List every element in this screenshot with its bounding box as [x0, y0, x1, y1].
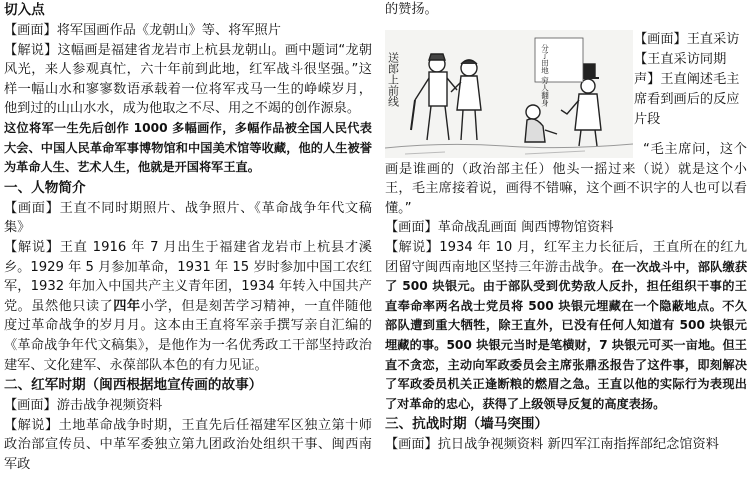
heading-anti-japanese: 三、抗战时期（墙马突围）	[385, 416, 549, 433]
side-interview-sound-4: 片段	[634, 112, 661, 127]
side-interview-sound-2: 声】王直阐述毛主	[634, 72, 740, 87]
cartoon-caption-left: 送郎上前线	[386, 52, 400, 107]
heading-red-army: 二、红军时期（闽西根据地宣传画的故事）	[4, 377, 263, 394]
para-scene-1: 【画面】将军国画作品《龙朝山》等、将军照片	[4, 23, 281, 38]
para-mao-quote: “毛主席问，这个画是谁画的（政治部主任）他头一摇过来（说）就是这个小王，毛主席接着说，画得不错嘛，这个画不识字的人也可以看懂。”	[385, 142, 747, 216]
para-scene-2: 【画面】王直不同时期照片、战争照片、《革命战争年代文稿集》	[4, 200, 372, 236]
side-scene-interview: 【画面】王直采访	[634, 32, 740, 47]
para-scene-3: 【画面】游击战争视频资料	[4, 398, 163, 414]
right-column-body	[385, 140, 747, 455]
narration-2-part-a: 【解说】王直 1916 年 7 月出生于福建省龙岩市上杭县才溪乡。1929 年 5 月参加革命，1931 年 15 岁时参加中国工农红军，1932 年加入中国共产主义青年团，1934 年转入中国共产党。虽然他只读了	[4, 239, 373, 314]
para-narration-4	[385, 238, 747, 414]
para-praise-end: 的赞扬。	[385, 2, 438, 17]
side-interview-sound-3: 席看到画后的反应	[634, 92, 740, 107]
narration-2-bold: 四年	[113, 298, 141, 314]
heading-cut-point: 切入点	[4, 2, 45, 18]
para-scene-4: 【画面】革命战乱画面 闽西博物馆资料	[385, 220, 614, 236]
para-narration-1b: 这位将军一生先后创作 1000 多幅画作，多幅作品被全国人民代表大会、中国人民革命军事博物馆和中国美术馆等收藏，他的人生被誉为革命人生、艺术人生，他就是开国将军王直。	[4, 120, 372, 175]
para-narration-2	[4, 238, 372, 375]
narration-2-part-b: 小学，但是刻苦学习精神，一直伴随他度过革命战争的岁月月。这本由王直将军亲手撰写亲自汇编的《革命战争年代文稿集》，是他作为一名优秀政工干部坚持政治建军、文化建军、永葆部队本色的有力见证。	[4, 298, 373, 373]
narration-4-part-b: 在一次战斗中，部队缴获了 500 块银元。由于部队受到优势敌人反扑，担任组织干事的王直奉命率两名战士党员将 500 块银元埋藏在一个隐蔽地点。不久部队遭到重大牺牲，除王直外，已没有任何人知道有 500 块银元埋藏的事。500 块银元当时是笔横财，7 块银元可买一亩地。但王直不贪恋，主动向军政委员会主席张鼎丞报告了这件事，即刻解决了军政委员机关正逢断粮的燃眉之急。王直以他的实际行为表现出了对革命的忠心，获得了上级领导反复的高度表扬。	[385, 259, 748, 411]
cartoon-caption-right: 分了田地 穷人翻身	[540, 44, 550, 107]
right-column-top	[385, 0, 747, 20]
para-narration-3: 【解说】土地革命战争时期，王直先后任福建军区独立第十师政治部宣传员、中革军委独立第九团政治处组织干事、闽西南军政	[4, 417, 372, 472]
narration-4-part-a: 【解说】1934 年 10 月，红军主力长征后，王直所在的红九团留守闽西南地区坚持三年游击战争。	[385, 239, 747, 275]
left-column	[4, 0, 372, 474]
para-narration-1a: 【解说】这幅画是福建省龙岩市上杭县龙朝山。画中题词“龙朝风光，来人参观真忙，六十年前到此地，红军战斗很坚强。”这样一幅山水和寥寥数语承载着一位将军戎马一生的峥嵘岁月，他到过的山山水水，成为他取之不尽、用之不竭的创作源泉。	[4, 42, 372, 117]
side-interview-sound-1: 【王直采访同期	[634, 52, 727, 67]
heading-profile: 一、人物简介	[4, 179, 86, 196]
para-scene-5: 【画面】抗日战争视频资料 新四军江南指挥部纪念馆资料	[385, 437, 719, 453]
propaganda-cartoon-image	[385, 30, 633, 158]
